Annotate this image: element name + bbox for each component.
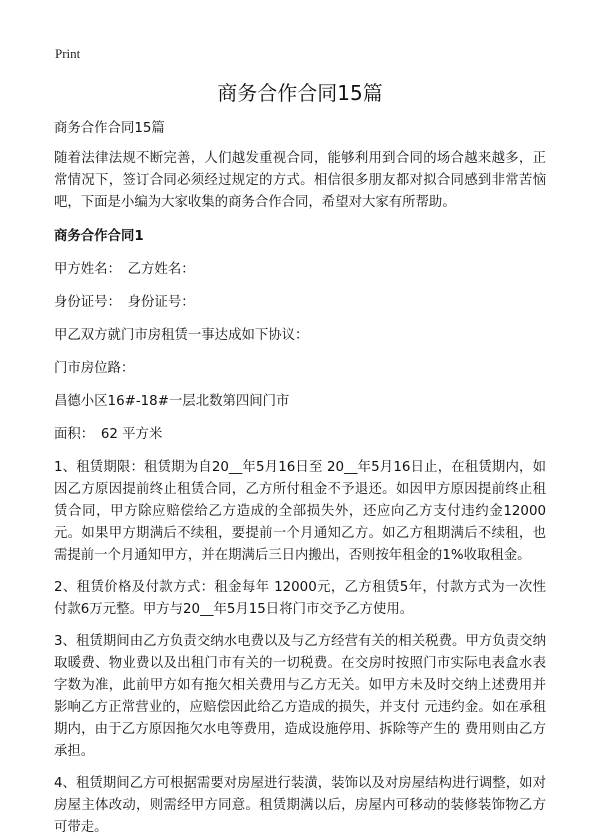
page-title: 商务合作合同15篇 — [217, 81, 383, 105]
agreement-line: 甲乙双方就门市房租赁一事达成如下协议： — [54, 328, 309, 343]
clause-1: 1、租赁期限：租赁期为自20__年5月16日至 20__年5月16日止，在租赁期内，如因乙方原因提前终止租赁合同，乙方所付租金不予退还。如因甲方原因提前终止租赁合同，甲方除应赔偿给乙方造成的全部损失外，还应向乙方支付违约金12000元。如果甲方期满后不续租，要提前一个月通知乙方。如乙方租期满后不续租，也需提前一个月通知甲方，并在期满后三日内搬出，否则按年租金的1%收取租金。 — [54, 460, 546, 563]
id-numbers-line: 身份证号： 身份证号： — [54, 295, 195, 310]
address-line: 昌德小区16#-18#一层北数第四间门市 — [54, 394, 290, 409]
location-label: 门市房位路： — [54, 361, 135, 376]
area-line: 面积： 62 平方米 — [54, 427, 163, 442]
intro-paragraph: 随着法律法规不断完善，人们越发重视合同，能够利用到合同的场合越来越多，正常情况下，签订合同必须经过规定的方式。相信很多朋友都对拟合同感到非常苦恼吧，下面是小编为大家收集的商务合作合同，希望对大家有所帮助。 — [54, 151, 546, 210]
clause-4: 4、租赁期间乙方可根据需要对房屋进行装潢，装饰以及对房屋结构进行调整，如对房屋主体改动，则需经甲方同意。租赁期满以后，房屋内可移动的装修装饰物乙方可带走。 — [54, 776, 546, 835]
party-names-line: 甲方姓名： 乙方姓名： — [54, 262, 195, 277]
clause-3: 3、租赁期间由乙方负责交纳水电费以及与乙方经营有关的相关税费。甲方负责交纳取暖费、物业费以及出租门市有关的一切税费。在交房时按照门市实际电表盒水表字数为准，此前甲方如有拖欠相关费用与乙方无关。如甲方未及时交纳上述费用并影响乙方正常营业的，应赔偿因此给乙方造成的损失，并支付 元违约金。如在承租期内，由于乙方原因拖欠水电等费用，造成设施停用、拆除等产生的 费用则由乙方承担。 — [54, 634, 546, 759]
print-link[interactable]: Print — [55, 46, 81, 61]
clause-2: 2、租赁价格及付款方式：租金每年 12000元，乙方租赁5年，付款方式为一次性付款6万元整。甲方与20__年5月15日将门市交予乙方使用。 — [54, 580, 546, 617]
document-subtitle: 商务合作合同15篇 — [54, 121, 165, 136]
document-body — [54, 118, 546, 839]
section-heading: 商务合作合同1 — [54, 229, 144, 244]
